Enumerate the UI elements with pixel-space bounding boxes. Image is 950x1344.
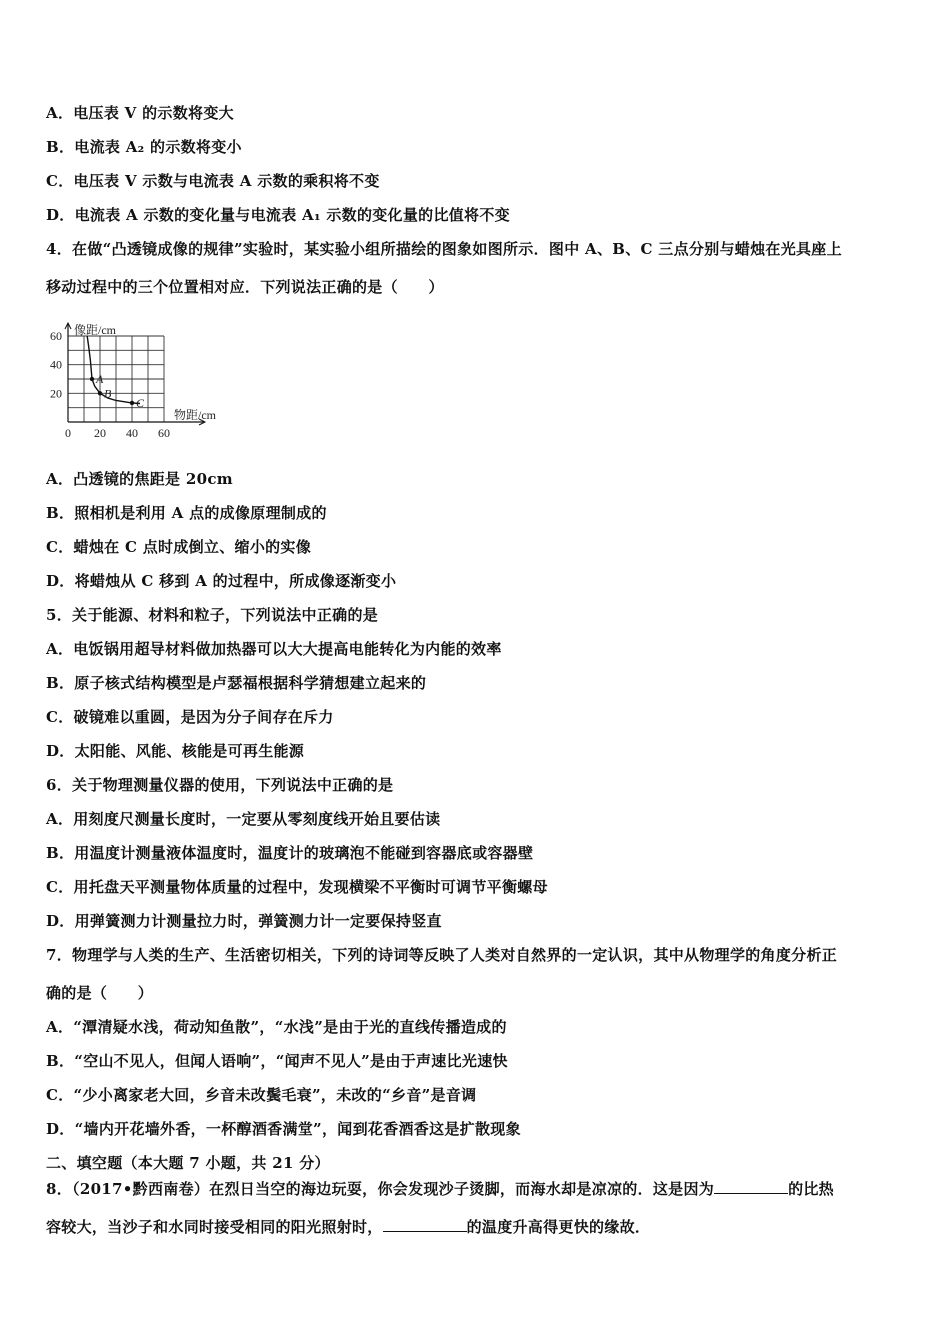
- x-tick-label: 60: [158, 426, 170, 440]
- option-text: 照相机是利用 A 点的成像原理制成的: [74, 504, 327, 522]
- x-tick-label: 40: [126, 426, 138, 440]
- q5-option-c: [46, 706, 334, 727]
- q3-option-b: [46, 136, 242, 157]
- q4-stem-line1: 4．在做“凸透镜成像的规律”实验时，某实验小组所描绘的图象如图所示．图中 A、B、C 三点分别与蜡烛在光具座上: [46, 240, 842, 258]
- q7-option-b: [46, 1050, 508, 1071]
- option-letter: B．: [46, 1052, 75, 1070]
- option-letter: B．: [46, 138, 75, 156]
- q3-option-c: [46, 170, 380, 191]
- q6-stem: 6．关于物理测量仪器的使用，下列说法中正确的是: [46, 776, 394, 794]
- option-letter: D．: [46, 742, 75, 760]
- x-tick-label: 0: [65, 426, 71, 440]
- option-letter: B．: [46, 674, 75, 692]
- q8-text: 的比热: [788, 1180, 834, 1198]
- q6-option-c: [46, 876, 548, 897]
- q8-text: 容较大，当沙子和水同时接受相同的阳光照射时，: [46, 1218, 383, 1236]
- answer-blank-2[interactable]: [383, 1217, 467, 1232]
- q7-option-c: [46, 1084, 476, 1105]
- option-text: “空山不见人，但闻人语响”，“闻声不见人”是由于声速比光速快: [74, 1052, 508, 1070]
- data-point-c: [130, 401, 134, 405]
- option-letter: A．: [46, 104, 74, 122]
- chart-grid: [68, 336, 164, 422]
- point-label-a: A: [96, 372, 104, 386]
- option-letter: D．: [46, 572, 75, 590]
- q7-option-a: [46, 1016, 507, 1037]
- data-point-a: [90, 377, 94, 381]
- option-text: 原子核式结构模型是卢瑟福根据科学猜想建立起来的: [74, 674, 427, 692]
- option-text: “墙内开花墙外香，一杯醇酒香满堂”，闻到花香酒香这是扩散现象: [74, 1120, 521, 1138]
- q4-option-d: [46, 570, 396, 591]
- q6-option-a: [46, 808, 440, 829]
- option-letter: B．: [46, 504, 75, 522]
- option-letter: C．: [46, 1086, 74, 1104]
- option-letter: C．: [46, 878, 74, 896]
- option-text: 蜡烛在 C 点时成倒立、缩小的实像: [73, 538, 312, 556]
- q3-option-d: [46, 204, 510, 225]
- option-letter: A．: [46, 810, 74, 828]
- option-text: 电压表 V 示数与电流表 A 示数的乘积将不变: [73, 172, 380, 190]
- data-point-b: [98, 391, 102, 395]
- option-text: 凸透镜的焦距是 20cm: [73, 470, 233, 488]
- q3-option-a: [46, 102, 234, 123]
- lens-image-distance-chart: [36, 306, 236, 442]
- option-text: 用温度计测量液体温度时，温度计的玻璃泡不能碰到容器底或容器壁: [74, 844, 534, 862]
- option-text: 将蜡烛从 C 移到 A 的过程中，所成像逐渐变小: [74, 572, 397, 590]
- option-letter: A．: [46, 470, 74, 488]
- option-letter: C．: [46, 708, 74, 726]
- q5-stem: 5．关于能源、材料和粒子，下列说法中正确的是: [46, 606, 379, 624]
- q7-stem-line2: 确的是（ ）: [46, 984, 154, 1002]
- option-text: 用托盘天平测量物体质量的过程中，发现横梁不平衡时可调节平衡螺母: [73, 878, 548, 896]
- point-label-c: C: [136, 395, 145, 410]
- section-heading: 二、填空题（本大题 7 小题，共 21 分）: [46, 1154, 330, 1172]
- q4-option-b: [46, 502, 327, 523]
- option-letter: C．: [46, 538, 74, 556]
- option-text: 太阳能、风能、核能是可再生能源: [74, 742, 305, 760]
- chart-ylabel: 像距/cm: [74, 323, 116, 337]
- q8-line1: [46, 1178, 834, 1199]
- q7-option-d: [46, 1118, 521, 1139]
- option-text: 用刻度尺测量长度时，一定要从零刻度线开始且要估读: [73, 810, 441, 828]
- q6-option-d: [46, 910, 442, 931]
- q5-option-b: [46, 672, 426, 693]
- q8-text: 的温度升高得更快的缘故．: [466, 1218, 651, 1236]
- option-letter: D．: [46, 1120, 75, 1138]
- option-text: 电流表 A₂ 的示数将变小: [74, 138, 242, 156]
- option-letter: D．: [46, 206, 75, 224]
- y-tick-label: 20: [50, 386, 62, 401]
- option-letter: B．: [46, 844, 75, 862]
- q4-option-a: [46, 468, 233, 489]
- option-letter: C．: [46, 172, 74, 190]
- option-text: 用弹簧测力计测量拉力时，弹簧测力计一定要保持竖直: [74, 912, 442, 930]
- option-letter: A．: [46, 1018, 74, 1036]
- q4-stem-line2: 移动过程中的三个位置相对应．下列说法正确的是（ ）: [46, 278, 444, 296]
- x-tick-label: 20: [94, 426, 106, 440]
- q8-line2: [46, 1216, 650, 1237]
- q7-stem-line1: 7．物理学与人类的生产、生活密切相关，下列的诗词等反映了人类对自然界的一定认识，其中从物理学的角度分析正: [46, 946, 838, 964]
- option-text: 电流表 A 示数的变化量与电流表 A₁ 示数的变化量的比值将不变: [74, 206, 510, 224]
- option-text: 电饭锅用超导材料做加热器可以大大提高电能转化为内能的效率: [73, 640, 502, 658]
- q5-option-d: [46, 740, 304, 761]
- option-text: “少小离家老大回，乡音未改鬓毛衰”，未改的“乡音”是音调: [73, 1086, 477, 1104]
- y-tick-label: 40: [50, 357, 62, 372]
- option-letter: A．: [46, 640, 74, 658]
- q4-option-c: [46, 536, 311, 557]
- answer-blank-1[interactable]: [714, 1179, 788, 1194]
- q8-text: 8．（2017•黔西南卷）在烈日当空的海边玩耍，你会发现沙子烫脚，而海水却是凉凉的．这是因为: [46, 1180, 715, 1198]
- option-letter: D．: [46, 912, 75, 930]
- chart-xlabel: 物距/cm: [174, 408, 216, 422]
- q5-option-a: [46, 638, 502, 659]
- point-label-b: B: [104, 386, 112, 401]
- option-text: 破镜难以重圆，是因为分子间存在斥力: [73, 708, 334, 726]
- option-text: “潭清疑水浅，荷动知鱼散”，“水浅”是由于光的直线传播造成的: [73, 1018, 507, 1036]
- y-tick-label: 60: [50, 329, 62, 343]
- option-text: 电压表 V 的示数将变大: [73, 104, 234, 122]
- q6-option-b: [46, 842, 533, 863]
